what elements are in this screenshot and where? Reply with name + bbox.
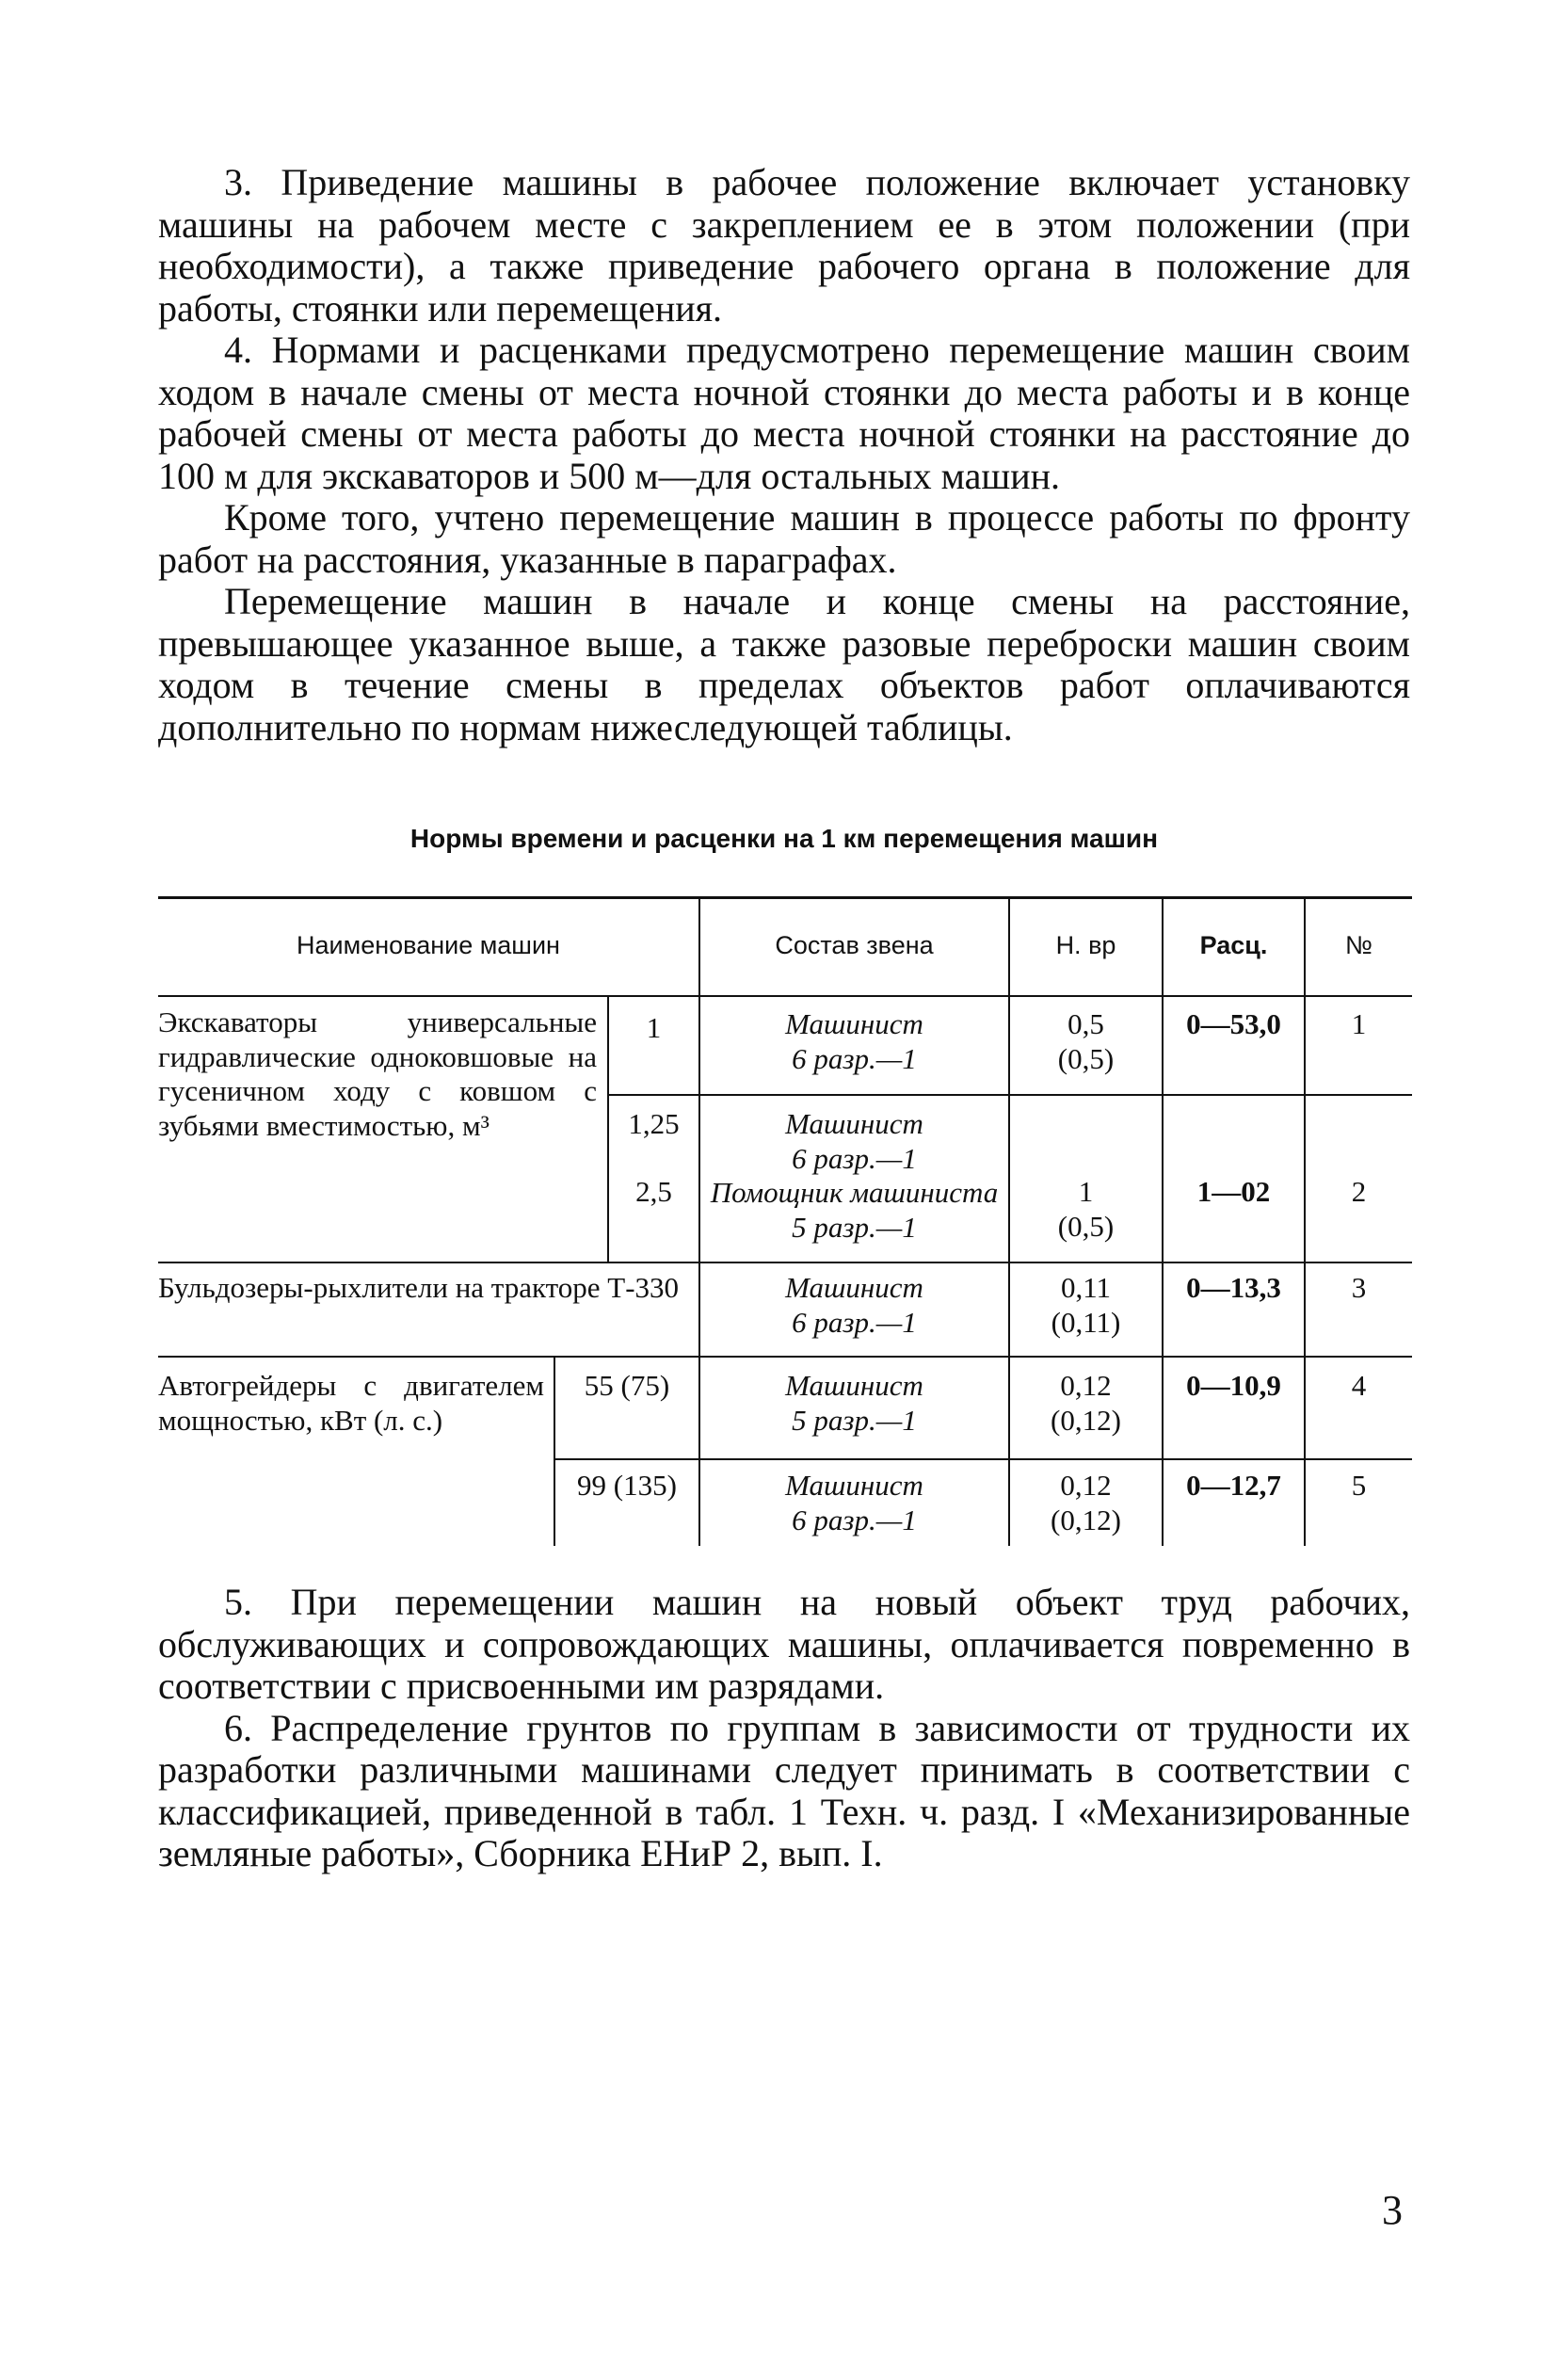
- grader-crew-1: Машинист 5 разр.—1: [785, 1369, 923, 1437]
- bulldozer-rate: 0—13,3: [1186, 1271, 1281, 1304]
- grader-norm-1: 0,12 (0,12): [1051, 1369, 1121, 1437]
- header-name: Наименование машин: [297, 931, 560, 959]
- excavator-crew-1: Машинист 6 разр.—1: [785, 1007, 923, 1075]
- excavator-size-2a: 1,25: [628, 1107, 680, 1140]
- header-num: №: [1345, 931, 1372, 959]
- header-rule: [158, 995, 1412, 997]
- grader-rate-1: 0—10,9: [1186, 1369, 1281, 1402]
- header-crew: Состав звена: [775, 931, 934, 959]
- header-norm: Н. вр: [1055, 931, 1116, 959]
- excavator-norm-2: 1 (0,5): [1057, 1175, 1115, 1243]
- grader-num-2: 5: [1351, 1469, 1367, 1502]
- norms-table: [158, 896, 1412, 1546]
- excavator-num-2: 2: [1351, 1175, 1367, 1208]
- intro-text: [158, 162, 1410, 748]
- paragraph-5: 5. При перемещении машин на новый объект труд рабочих, обслуживающих и сопровождающих машины, оплачивается повременно в соответствии с присвоенными им разрядами.: [158, 1581, 1410, 1707]
- table-caption: Нормы времени и расценки на 1 км перемещения машин: [409, 824, 1159, 853]
- excavator-num-1: 1: [1351, 1007, 1367, 1040]
- outro-text: [158, 1582, 1410, 1875]
- table-top-rule: [158, 896, 1412, 899]
- grader-size-1: 55 (75): [584, 1369, 670, 1402]
- graders-name: Автогрейдеры с двигателем мощностью, кВт (л. с.): [158, 1369, 544, 1437]
- row-rule-2: [554, 1458, 1412, 1460]
- bulldozer-num: 3: [1351, 1271, 1367, 1304]
- group-rule-2: [158, 1356, 1412, 1358]
- paragraph-4: 4. Нормами и расценками предусмотрено перемещение машин своим ходом в начале смены от места ночной стоянки до места работы и в конце рабочей смены от места работы до места ночной стоянки на расстояние до 100 м для экскаваторов и 500 м—для остальных машин.: [158, 329, 1410, 497]
- bulldozer-crew: Машинист 6 разр.—1: [785, 1271, 923, 1339]
- excavators-name: Экскаваторы универсальные гидравлические одноковшовые на гусеничном ходу с ковшом с зубьями вместимостью, м³: [158, 1005, 597, 1142]
- grader-num-1: 4: [1351, 1369, 1367, 1402]
- paragraph-6: 6. Распределение грунтов по группам в зависимости от трудности их разработки различными машинами следует принимать в соответствии с классификацией, приведенной в табл. 1 Техн. ч. разд. I «Механизированные земляные работы», Сборника ЕНиР 2, вып. I.: [158, 1706, 1410, 1874]
- page-number: 3: [1382, 2187, 1403, 2233]
- grader-rate-2: 0—12,7: [1186, 1469, 1281, 1502]
- bulldozers-name: Бульдозеры-рыхлители на тракторе Т-330: [158, 1271, 680, 1304]
- grader-size-2: 99 (135): [577, 1469, 677, 1502]
- group-rule-1: [158, 1262, 1412, 1263]
- excavator-size-1: 1: [646, 1011, 662, 1044]
- excavator-size-2b: 2,5: [635, 1175, 672, 1208]
- header-rate: Расц.: [1199, 931, 1268, 959]
- paragraph-4-continued: Кроме того, учтено перемещение машин в процессе работы по фронту работ на расстояния, указанные в параграфах.: [158, 496, 1410, 581]
- col-rule-num: [1304, 896, 1306, 1546]
- paragraph-3: 3. Приведение машины в рабочее положение включает установку машины на рабочем месте с закреплением ее в этом положении (при необходимости), а также приведение рабочего органа в положение для работы, стоянки или перемещения.: [158, 161, 1410, 330]
- excavator-rate-2: 1—02: [1196, 1175, 1271, 1208]
- paragraph-4-extra: Перемещение машин в начале и конце смены на расстояние, превышающее указанное выше, а также разовые переброски машин своим ходом в течение смены в пределах объектов работ оплачиваются дополнительно по нормам нижеследующей таблицы.: [158, 580, 1410, 748]
- col-rule-rate: [1162, 896, 1164, 1546]
- excavator-crew-2: Машинист 6 разр.—1 Помощник машиниста 5 разр.—1: [710, 1107, 999, 1244]
- excavator-norm-1: 0,5 (0,5): [1057, 1007, 1115, 1075]
- excavator-rate-1: 0—53,0: [1186, 1007, 1281, 1040]
- grader-norm-2: 0,12 (0,12): [1051, 1469, 1121, 1536]
- grader-crew-2: Машинист 6 разр.—1: [785, 1469, 923, 1536]
- bulldozer-norm: 0,11 (0,11): [1051, 1271, 1121, 1339]
